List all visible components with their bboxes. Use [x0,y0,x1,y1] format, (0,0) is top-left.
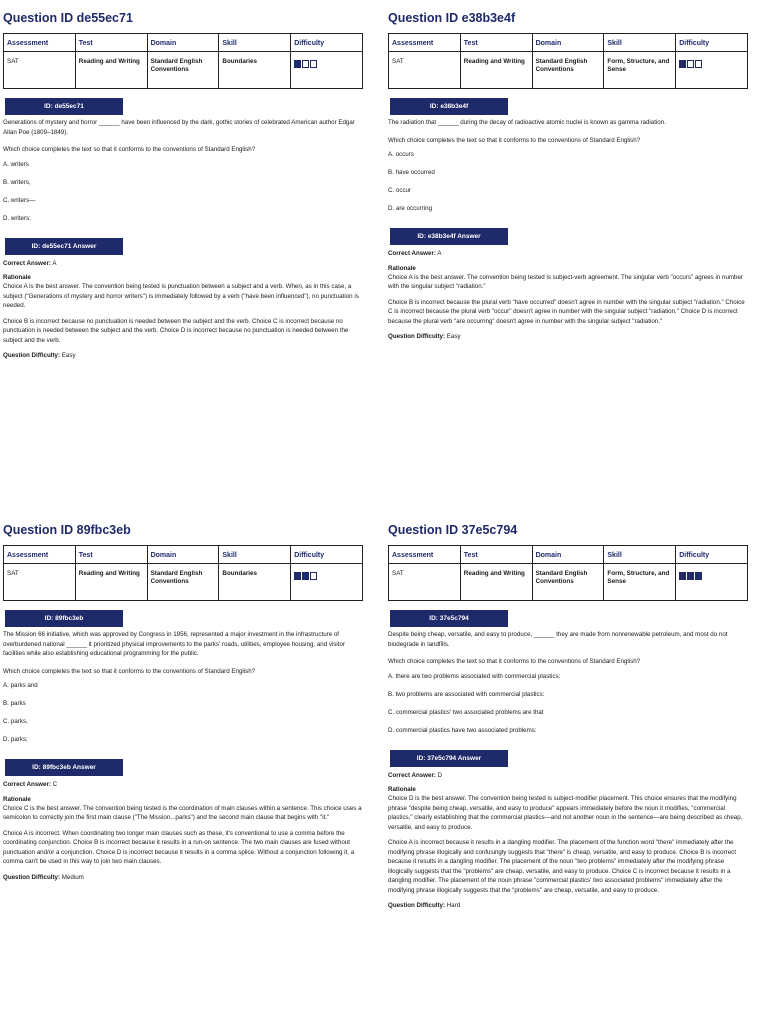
rationale-paragraph: Choice A is the best answer. The convention being tested is subject-verb agreement. The singular verb "occurs" agrees in number with the singular subject "radiation." [388,273,743,290]
question-stem: The Mission 66 initiative, which was approved by Congress in 1956, represented a major investment in the infrastructure of overburdened national ______ it prioritized physical improvements to the parks' roads, utilities, employee housing, and visitor facilities while also establishing educational programming for the public. [3,631,346,657]
difficulty-bars [294,572,359,580]
question-prompt: Which choice completes the text so that it conforms to the conventions of Standard English? [3,146,256,153]
difficulty-value: Easy [61,352,76,359]
header-test: Test [460,34,532,52]
difficulty-bar [302,572,309,580]
answer-tag: ID: de55ec71 Answer [5,238,123,255]
difficulty-label: Question Difficulty: [388,333,446,340]
test-value: Reading and Writing [460,52,532,89]
difficulty-bar [310,572,317,580]
question-block [3,523,363,882]
correct-answer [3,259,363,269]
question-block [3,11,363,361]
correct-answer-label: Correct Answer: [3,781,51,788]
choice-item: C. commercial plastics' two associated problems are that [388,708,544,716]
correct-answer-label: Correct Answer: [3,259,51,267]
header-domain: Domain [532,34,604,52]
correct-answer-value: C [52,781,58,788]
difficulty-indicator [676,52,748,89]
assessment-value: SAT [4,52,76,89]
choice-item: D. commercial plastics have two associated problems: [388,726,537,734]
choice-item: C. writers— [3,196,36,204]
question-prompt: Which choice completes the text so that it conforms to the conventions of Standard English? [3,667,256,675]
choice-item: A. there are two problems associated with commercial plastics: [388,672,561,680]
header-difficulty: Difficulty [676,546,748,564]
correct-answer-value: A [52,259,57,267]
question-prompt: Which choice completes the text so that it conforms to the conventions of Standard English? [388,658,641,665]
skill-value: Boundaries [219,564,291,601]
question-title: Question ID de55ec71 [3,11,133,25]
question-title: Question ID 37e5c794 [388,523,518,537]
difficulty-value: Hard [446,902,461,909]
rationale-paragraph: Choice B is incorrect because the plural verb "have occurred" doesn't agree in number with the singular subject "radiation." Choice C is incorrect because the plural verb "occur" doesn't agree in number with the singular subject "radiation." Choice D is incorrect because the plural verb "are occurring" doesn't agree in number with the singular subject "radiation." [388,298,745,325]
choice-item: C. occur [388,187,412,194]
difficulty-bar [310,60,317,68]
rationale-heading: Rationale [3,795,31,803]
choice-item: B. two problems are associated with commercial plastics: [388,690,545,698]
meta-table [388,545,748,601]
question-difficulty [388,901,748,911]
choice-item: C. parks, [3,718,28,725]
difficulty-bars [679,572,744,580]
header-difficulty: Difficulty [291,546,363,564]
header-test: Test [75,546,147,564]
answer-tag: ID: 89fbc3eb Answer [5,759,123,776]
header-difficulty: Difficulty [676,34,748,52]
rationale-paragraph: Choice B is incorrect because no punctuation is needed between the subject and the verb. Choice C is incorrect because no punctuation is needed between the subject and the verb. Choice D is incorrect because no punctuation is needed between the subject and the verb. [3,317,349,344]
domain-value: Standard English Conventions [147,52,219,89]
question-prompt: Which choice completes the text so that it conforms to the conventions of Standard English? [388,136,641,144]
difficulty-bar [695,60,702,68]
choice-item: D. are occurring [388,205,433,212]
question-stem: Generations of mystery and horror ______ have been influenced by the dark, gothic stories of celebrated American author Edgar Allan Poe (1809–1849). [3,119,355,136]
choice-item: A. occurs [388,151,414,158]
assessment-value: SAT [389,564,461,601]
rationale-heading: Rationale [388,786,416,793]
rationale-paragraph: Choice A is the best answer. The convention being tested is punctuation between a subject and a verb. When, as in this case, a subject ("Generations of mystery and horror writers") is immediately followed by a verb ("have been influenced"), no punctuation is needed. [3,283,359,309]
difficulty-indicator [676,564,748,601]
header-skill: Skill [219,34,291,52]
skill-value: Boundaries [219,52,291,89]
choice-item: A. writers [3,160,29,168]
header-domain: Domain [147,546,219,564]
header-assessment: Assessment [4,546,76,564]
question-title: Question ID 89fbc3eb [3,523,131,537]
rationale-heading: Rationale [388,264,416,272]
choice-list [388,673,748,745]
difficulty-indicator [291,52,363,89]
domain-value: Standard English Conventions [532,52,604,89]
choice-list [3,682,363,754]
difficulty-bars [679,60,744,68]
question-id-tag: ID: e38b3e4f [390,98,508,115]
header-domain: Domain [532,546,604,564]
header-skill: Skill [604,546,676,564]
rationale-paragraph: Choice A is incorrect because it results in a dangling modifier. The placement of the function word "there" immediately after the modifying phrase illogically and confusingly suggests that "there" is cheap, versatile, and easy to produce. Choice B is incorrect because it results in a dangling modifier. The placement of the noun "two problems" immediately after the modifying phrase illogically suggests that the "problems" are cheap, versatile, and easy to produce. Choice C is incorrect because it results in a dangling modifier. The placement of the noun phrase "commercial plastics' two associated problems" immediately after the modifying phrase illogically suggests that the "problems" are cheap, versatile, and easy to produce. [388,839,736,894]
meta-table [3,33,363,89]
choice-list [3,161,363,233]
question-difficulty [3,351,363,361]
header-assessment: Assessment [389,546,461,564]
question-stem: The radiation that ______ during the decay of radioactive atomic nuclei is known as gamma radiation. [388,119,666,126]
header-skill: Skill [219,546,291,564]
assessment-value: SAT [4,564,76,601]
question-stem: Despite being cheap, versatile, and easy to produce, ______ they are made from nonrenewable petroleum, and most do not biodegrade in landfills. [388,631,728,648]
correct-answer-value: A [437,250,442,257]
question-difficulty [3,873,363,883]
rationale-paragraph: Choice C is the best answer. The convention being tested is the coordination of main clauses within a sentence. This choice uses a semicolon to correctly join the first main clause ("The Mission...parks") and the second main clause that begins with "it." [3,804,362,821]
skill-value: Form, Structure, and Sense [604,564,676,601]
question-id-tag: ID: 89fbc3eb [5,610,123,627]
correct-answer-label: Correct Answer: [388,250,436,257]
difficulty-bar [679,572,686,580]
choice-item: B. have occurred [388,169,435,176]
assessment-value: SAT [389,52,461,89]
header-test: Test [75,34,147,52]
correct-answer-label: Correct Answer: [388,771,436,779]
choice-item: D. parks; [3,736,28,743]
header-difficulty: Difficulty [291,34,363,52]
difficulty-label: Question Difficulty: [388,902,446,909]
answer-tag: ID: 37e5c794 Answer [390,750,508,767]
difficulty-bar [302,60,309,68]
correct-answer-value: D [437,771,443,779]
rationale-paragraph: Choice A is incorrect. When coordinating two longer main clauses such as these, it's conventional to use a comma before the coordinating conjunction. Choice B is incorrect because it results in a run-on sentence. The two main clauses are fused without punctuation and/or a conjunction. Choice D is incorrect because it results in a comma splice. Without a conjunction following it, a comma can't be used in this way to join two main clauses. [3,829,355,865]
question-block [388,11,748,342]
difficulty-indicator [291,564,363,601]
choice-item: D. writers; [3,214,31,222]
difficulty-bar [687,572,694,580]
choice-list [388,151,748,223]
question-id-tag: ID: 37e5c794 [390,610,508,627]
meta-table [3,545,363,601]
difficulty-value: Easy [446,333,461,340]
correct-answer [3,780,363,790]
difficulty-bar [687,60,694,68]
correct-answer [388,249,748,259]
test-value: Reading and Writing [460,564,532,601]
difficulty-bars [294,60,359,68]
header-skill: Skill [604,34,676,52]
question-title: Question ID e38b3e4f [388,11,516,25]
choice-item: B. writers, [3,178,31,186]
question-block [388,523,748,911]
answer-tag: ID: e38b3e4f Answer [390,228,508,245]
difficulty-bar [695,572,702,580]
choice-item: A. parks and [3,682,38,689]
meta-table [388,33,748,89]
rationale-heading: Rationale [3,274,31,281]
question-difficulty [388,332,748,342]
test-value: Reading and Writing [75,564,147,601]
header-assessment: Assessment [4,34,76,52]
difficulty-label: Question Difficulty: [3,873,61,881]
difficulty-bar [679,60,686,68]
rationale-paragraph: Choice D is the best answer. The convention being tested is subject-modifier placement. This choice ensures that the modifying phrase "despite being cheap, versatile, and easy to produce" appears immediately before the noun it modifies, "commercial plastics," clearly establishing that the commercial plastics—and not another noun in the sentence—are being described as cheap, versatile, and easy to produce. [388,795,743,831]
question-id-tag: ID: de55ec71 [5,98,123,115]
header-test: Test [460,546,532,564]
difficulty-bar [294,572,301,580]
choice-item: B. parks [3,700,26,707]
difficulty-bar [294,60,301,68]
header-assessment: Assessment [389,34,461,52]
skill-value: Form, Structure, and Sense [604,52,676,89]
difficulty-label: Question Difficulty: [3,352,61,359]
domain-value: Standard English Conventions [147,564,219,601]
correct-answer [388,771,748,781]
domain-value: Standard English Conventions [532,564,604,601]
test-value: Reading and Writing [75,52,147,89]
difficulty-value: Medium [61,873,84,881]
header-domain: Domain [147,34,219,52]
